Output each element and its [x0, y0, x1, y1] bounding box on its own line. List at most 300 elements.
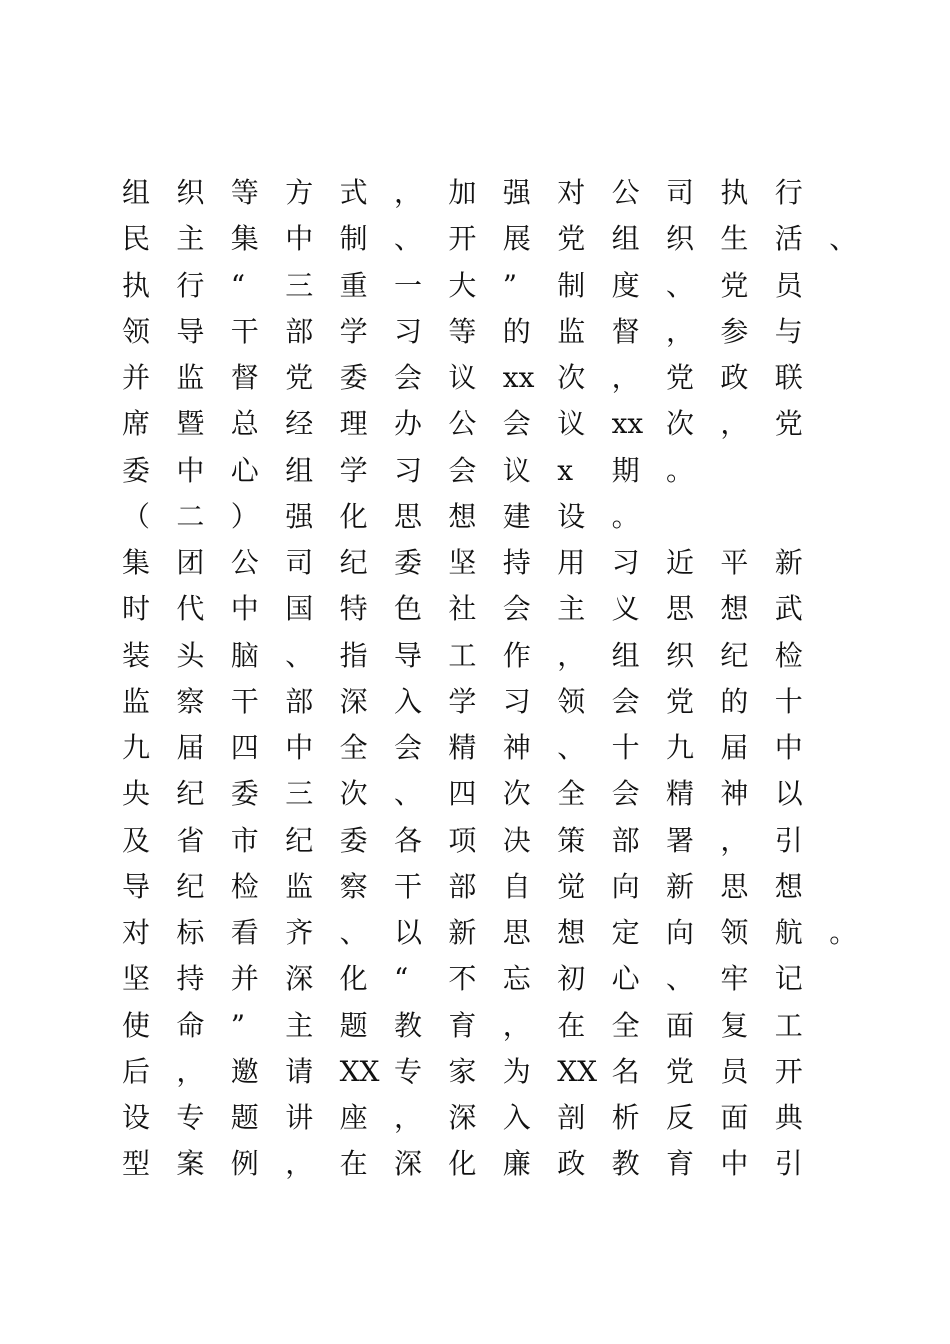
- text-char: 想: [557, 916, 586, 949]
- text-char: 集: [230, 222, 259, 256]
- text-char: 持: [176, 962, 205, 996]
- text-char: 纪: [720, 638, 749, 672]
- text-char: 暨: [176, 407, 205, 441]
- text-char: 委: [122, 453, 151, 487]
- text-char: 想: [448, 499, 477, 533]
- text-char: 席: [122, 407, 151, 441]
- text-char: 新: [448, 916, 477, 949]
- text-line: [0, 956, 950, 1002]
- text-char: 纪: [176, 869, 205, 903]
- text-char: 纪: [176, 777, 205, 811]
- text-char: 复: [720, 1008, 749, 1042]
- text-char: 员: [720, 1054, 749, 1088]
- text-char: 织: [666, 222, 695, 256]
- text-char: 式: [339, 176, 368, 209]
- text-char: 深: [394, 1147, 423, 1181]
- text-char: 工: [774, 1008, 803, 1042]
- text-char: 督: [611, 314, 640, 348]
- text-char: 学: [448, 684, 477, 718]
- text-char: 设: [122, 1101, 151, 1134]
- text-char: 办: [394, 407, 423, 441]
- text-line: [0, 448, 950, 494]
- text-char: 全: [339, 731, 368, 764]
- text-char: 三: [285, 268, 314, 302]
- text-char: 析: [611, 1101, 640, 1134]
- text-char: 用: [557, 546, 586, 579]
- text-char: 。: [829, 916, 858, 949]
- text-char: 全: [611, 1008, 640, 1042]
- text-line: [0, 771, 950, 817]
- text-char: 中: [720, 1147, 749, 1181]
- text-char: 向: [666, 916, 695, 949]
- text-char: 组: [611, 638, 640, 672]
- text-char: 题: [230, 1101, 259, 1134]
- text-char: 国: [285, 592, 314, 626]
- text-char: 对: [557, 176, 586, 209]
- text-char: 不: [448, 962, 477, 996]
- text-char: 经: [285, 407, 314, 441]
- text-char: ，: [502, 1008, 531, 1042]
- text-char: 反: [666, 1101, 695, 1134]
- text-char: 强: [502, 176, 531, 209]
- text-char: 并: [230, 962, 259, 996]
- text-char: 展: [502, 222, 531, 256]
- text-char: 并: [122, 361, 151, 394]
- text-char: 精: [448, 731, 477, 764]
- text-char: 、: [394, 777, 423, 811]
- text-char: 思: [720, 869, 749, 903]
- text-char: 习: [394, 314, 423, 348]
- text-char: 署: [666, 823, 695, 857]
- text-char: 入: [502, 1101, 531, 1134]
- text-char: xx: [502, 361, 535, 394]
- text-char: 指: [339, 638, 368, 672]
- text-char: 委: [394, 546, 423, 579]
- text-char: 习: [394, 453, 423, 487]
- text-char: ”: [230, 1008, 246, 1042]
- text-char: 团: [176, 546, 205, 579]
- text-char: 参: [720, 314, 749, 348]
- text-char: 例: [230, 1147, 259, 1181]
- text-char: 色: [394, 592, 423, 626]
- text-char: 型: [122, 1147, 151, 1181]
- text-char: 会: [448, 453, 477, 487]
- text-char: 坚: [448, 546, 477, 579]
- text-line: [0, 1095, 950, 1141]
- text-line: [0, 401, 950, 447]
- text-char: 牢: [720, 962, 749, 996]
- text-char: 想: [774, 869, 803, 903]
- text-char: 干: [230, 314, 259, 348]
- text-char: 司: [285, 546, 314, 579]
- text-char: 航: [774, 916, 803, 949]
- text-char: 。: [611, 499, 640, 533]
- text-char: 化: [339, 962, 368, 996]
- text-char: 强: [285, 499, 314, 533]
- text-char: 育: [666, 1147, 695, 1181]
- text-char: 心: [611, 962, 640, 996]
- text-char: 委: [339, 361, 368, 394]
- text-char: 讲: [285, 1101, 314, 1134]
- text-char: 活: [774, 222, 803, 256]
- text-char: 定: [611, 916, 640, 949]
- text-char: 头: [176, 638, 205, 672]
- text-char: 自: [502, 869, 531, 903]
- text-char: 会: [502, 592, 531, 626]
- text-char: ，: [720, 823, 749, 857]
- text-char: 教: [611, 1147, 640, 1181]
- text-char: 、: [339, 916, 368, 949]
- text-char: 党: [666, 684, 695, 718]
- text-char: 与: [774, 314, 803, 348]
- text-line: [0, 494, 950, 540]
- text-char: 大: [448, 268, 477, 302]
- text-char: 察: [339, 869, 368, 903]
- text-char: 在: [339, 1147, 368, 1181]
- text-char: 向: [611, 869, 640, 903]
- text-char: 化: [448, 1147, 477, 1181]
- text-char: 议: [448, 361, 477, 394]
- text-char: 设: [557, 499, 586, 533]
- text-char: 中: [176, 453, 205, 487]
- text-char: 命: [176, 1008, 205, 1042]
- text-line: [0, 540, 950, 586]
- text-char: XX: [557, 1054, 598, 1088]
- text-char: 化: [339, 499, 368, 533]
- text-char: 为: [502, 1054, 531, 1088]
- text-char: 习: [502, 684, 531, 718]
- text-char: 育: [448, 1008, 477, 1042]
- text-char: 初: [557, 962, 586, 996]
- text-char: 项: [448, 823, 477, 857]
- text-char: 委: [230, 777, 259, 811]
- text-char: 组: [285, 453, 314, 487]
- text-char: 主: [557, 592, 586, 626]
- text-char: 四: [230, 731, 259, 764]
- text-char: 典: [774, 1101, 803, 1134]
- text-char: 党: [666, 1054, 695, 1088]
- text-char: 时: [122, 592, 151, 626]
- text-char: 新: [666, 869, 695, 903]
- text-char: 名: [611, 1054, 640, 1088]
- text-char: x: [557, 453, 573, 487]
- text-char: 入: [394, 684, 423, 718]
- text-line: [0, 864, 950, 910]
- text-char: 对: [122, 916, 151, 949]
- text-char: 、: [829, 222, 858, 256]
- text-char: 公: [230, 546, 259, 579]
- text-char: 加: [448, 176, 477, 209]
- text-char: 开: [774, 1054, 803, 1088]
- text-char: 集: [122, 546, 151, 579]
- text-char: 新: [774, 546, 803, 579]
- text-char: 全: [557, 777, 586, 811]
- text-char: 监: [557, 314, 586, 348]
- text-char: 廉: [502, 1147, 531, 1181]
- text-char: 深: [285, 962, 314, 996]
- text-line: [0, 309, 950, 355]
- text-char: 中: [285, 731, 314, 764]
- text-char: 议: [557, 407, 586, 441]
- text-char: 代: [176, 592, 205, 626]
- text-line: [0, 1141, 950, 1187]
- text-char: 的: [502, 314, 531, 348]
- text-char: 精: [666, 777, 695, 811]
- text-char: 请: [285, 1054, 314, 1088]
- text-char: 市: [230, 823, 259, 857]
- text-char: ，: [176, 1054, 205, 1088]
- text-char: 央: [122, 777, 151, 811]
- text-char: 题: [339, 1008, 368, 1042]
- text-char: 次: [339, 777, 368, 811]
- text-char: 司: [666, 176, 695, 209]
- text-char: 干: [230, 684, 259, 718]
- text-line: [0, 818, 950, 864]
- text-line: [0, 679, 950, 725]
- text-char: 中: [285, 222, 314, 256]
- text-line: [0, 633, 950, 679]
- text-char: ，: [666, 314, 695, 348]
- text-char: 想: [720, 592, 749, 626]
- text-char: 九: [122, 731, 151, 764]
- text-line: [0, 725, 950, 771]
- text-char: 思: [666, 592, 695, 626]
- text-char: 标: [176, 916, 205, 949]
- text-char: 看: [230, 916, 259, 949]
- text-char: 案: [176, 1147, 205, 1181]
- text-char: 家: [448, 1054, 477, 1088]
- text-char: 部: [285, 314, 314, 348]
- text-line: [0, 1049, 950, 1095]
- text-char: 中: [230, 592, 259, 626]
- text-char: 领: [557, 684, 586, 718]
- text-char: 生: [720, 222, 749, 256]
- text-char: （: [122, 499, 151, 533]
- text-char: 纪: [285, 823, 314, 857]
- text-char: 十: [611, 731, 640, 764]
- text-char: 决: [502, 823, 531, 857]
- text-char: 次: [666, 407, 695, 441]
- text-char: 各: [394, 823, 423, 857]
- text-char: 届: [176, 731, 205, 764]
- text-char: 、: [394, 222, 423, 256]
- text-char: 神: [720, 777, 749, 811]
- text-char: 忘: [502, 962, 531, 996]
- text-char: 党: [720, 268, 749, 302]
- text-char: 方: [285, 176, 314, 209]
- text-char: 平: [720, 546, 749, 579]
- text-char: 公: [611, 176, 640, 209]
- text-char: 教: [394, 1008, 423, 1042]
- text-char: 重: [339, 268, 368, 302]
- text-line: [0, 355, 950, 401]
- text-char: 记: [774, 962, 803, 996]
- text-char: 督: [230, 361, 259, 394]
- text-char: 期: [611, 453, 640, 487]
- text-char: 干: [394, 869, 423, 903]
- text-char: 觉: [557, 869, 586, 903]
- text-char: 党: [774, 407, 803, 441]
- text-char: 持: [502, 546, 531, 579]
- text-char: 策: [557, 823, 586, 857]
- text-char: 监: [122, 684, 151, 718]
- text-char: 以: [774, 777, 803, 811]
- text-char: 理: [339, 407, 368, 441]
- text-char: 会: [394, 361, 423, 394]
- text-char: 执: [720, 176, 749, 209]
- text-char: 组: [611, 222, 640, 256]
- text-char: 织: [666, 638, 695, 672]
- text-char: 执: [122, 268, 151, 302]
- text-char: 领: [122, 314, 151, 348]
- text-char: 检: [230, 869, 259, 903]
- text-char: 联: [774, 361, 803, 394]
- text-char: 导: [394, 638, 423, 672]
- text-char: 装: [122, 638, 151, 672]
- text-char: 面: [720, 1101, 749, 1134]
- text-char: 部: [285, 684, 314, 718]
- text-char: 齐: [285, 916, 314, 949]
- text-char: 检: [774, 638, 803, 672]
- text-char: 心: [230, 453, 259, 487]
- text-char: 二: [176, 499, 205, 533]
- text-char: 开: [448, 222, 477, 256]
- text-char: 监: [176, 361, 205, 394]
- text-char: 武: [774, 592, 803, 626]
- text-char: 近: [666, 546, 695, 579]
- text-char: 义: [611, 592, 640, 626]
- text-char: 、: [285, 638, 314, 672]
- text-char: 的: [720, 684, 749, 718]
- text-char: 十: [774, 684, 803, 718]
- text-char: 公: [448, 407, 477, 441]
- text-line: [0, 170, 950, 216]
- text-char: 神: [502, 731, 531, 764]
- text-char: 部: [448, 869, 477, 903]
- text-line: [0, 216, 950, 262]
- text-char: 坚: [122, 962, 151, 996]
- text-char: ，: [285, 1147, 314, 1181]
- text-char: 行: [774, 176, 803, 209]
- text-char: “: [230, 268, 246, 302]
- text-char: 民: [122, 222, 151, 256]
- text-char: 专: [176, 1101, 205, 1134]
- text-char: 引: [774, 1147, 803, 1181]
- text-char: 度: [611, 268, 640, 302]
- text-char: 。: [666, 453, 695, 487]
- text-char: 、: [666, 962, 695, 996]
- text-char: 织: [176, 176, 205, 209]
- text-char: “: [394, 962, 409, 996]
- text-char: 导: [176, 314, 205, 348]
- text-char: ，: [394, 1101, 423, 1134]
- text-char: ，: [611, 361, 640, 394]
- text-char: 主: [285, 1008, 314, 1042]
- text-char: 部: [611, 823, 640, 857]
- text-char: 导: [122, 869, 151, 903]
- text-char: 思: [394, 499, 423, 533]
- text-char: 学: [339, 453, 368, 487]
- text-char: 使: [122, 1008, 151, 1042]
- text-char: 引: [774, 823, 803, 857]
- text-char: 会: [394, 731, 423, 764]
- text-char: 员: [774, 268, 803, 302]
- text-char: 制: [339, 222, 368, 256]
- text-char: 委: [339, 823, 368, 857]
- text-char: 党: [666, 361, 695, 394]
- text-char: 议: [502, 453, 531, 487]
- text-char: xx: [611, 407, 644, 441]
- text-char: 会: [611, 684, 640, 718]
- text-char: 在: [557, 1008, 586, 1042]
- text-char: 及: [122, 823, 151, 857]
- text-char: 等: [230, 176, 259, 209]
- text-char: ，: [720, 407, 749, 441]
- text-char: 九: [666, 731, 695, 764]
- text-char: 监: [285, 869, 314, 903]
- text-char: 届: [720, 731, 749, 764]
- text-char: 总: [230, 407, 259, 441]
- text-char: 思: [502, 916, 531, 949]
- text-char: 、: [557, 731, 586, 764]
- text-char: 以: [394, 916, 423, 949]
- text-char: XX: [339, 1054, 380, 1088]
- text-char: 社: [448, 592, 477, 626]
- text-char: 会: [611, 777, 640, 811]
- text-char: 、: [666, 268, 695, 302]
- text-char: 后: [122, 1054, 151, 1088]
- text-char: 邀: [230, 1054, 259, 1088]
- text-char: 政: [557, 1147, 586, 1181]
- text-line: [0, 1003, 950, 1049]
- text-char: 专: [394, 1054, 423, 1088]
- text-char: 党: [285, 361, 314, 394]
- text-char: 等: [448, 314, 477, 348]
- text-char: 剖: [557, 1101, 586, 1134]
- text-char: 学: [339, 314, 368, 348]
- text-char: 面: [666, 1008, 695, 1042]
- text-char: 座: [339, 1101, 368, 1134]
- text-char: 察: [176, 684, 205, 718]
- text-char: 主: [176, 222, 205, 256]
- text-char: 三: [285, 777, 314, 811]
- text-char: 习: [611, 546, 640, 579]
- text-char: 行: [176, 268, 205, 302]
- text-char: ，: [557, 638, 586, 672]
- text-char: 工: [448, 638, 477, 672]
- text-char: ”: [502, 268, 518, 302]
- text-char: ）: [230, 499, 259, 533]
- text-char: 深: [339, 684, 368, 718]
- text-line: [0, 910, 950, 956]
- text-char: 深: [448, 1101, 477, 1134]
- text-line: [0, 586, 950, 632]
- text-char: 建: [502, 499, 531, 533]
- text-char: 脑: [230, 638, 259, 672]
- text-char: 一: [394, 268, 423, 302]
- text-char: 纪: [339, 546, 368, 579]
- text-char: ，: [394, 176, 423, 209]
- text-char: 次: [502, 777, 531, 811]
- text-line: [0, 263, 950, 309]
- text-char: 省: [176, 823, 205, 857]
- text-char: 次: [557, 361, 586, 394]
- text-char: 党: [557, 222, 586, 256]
- text-char: 作: [502, 638, 531, 672]
- text-char: 中: [774, 731, 803, 764]
- text-char: 四: [448, 777, 477, 811]
- text-char: 政: [720, 361, 749, 394]
